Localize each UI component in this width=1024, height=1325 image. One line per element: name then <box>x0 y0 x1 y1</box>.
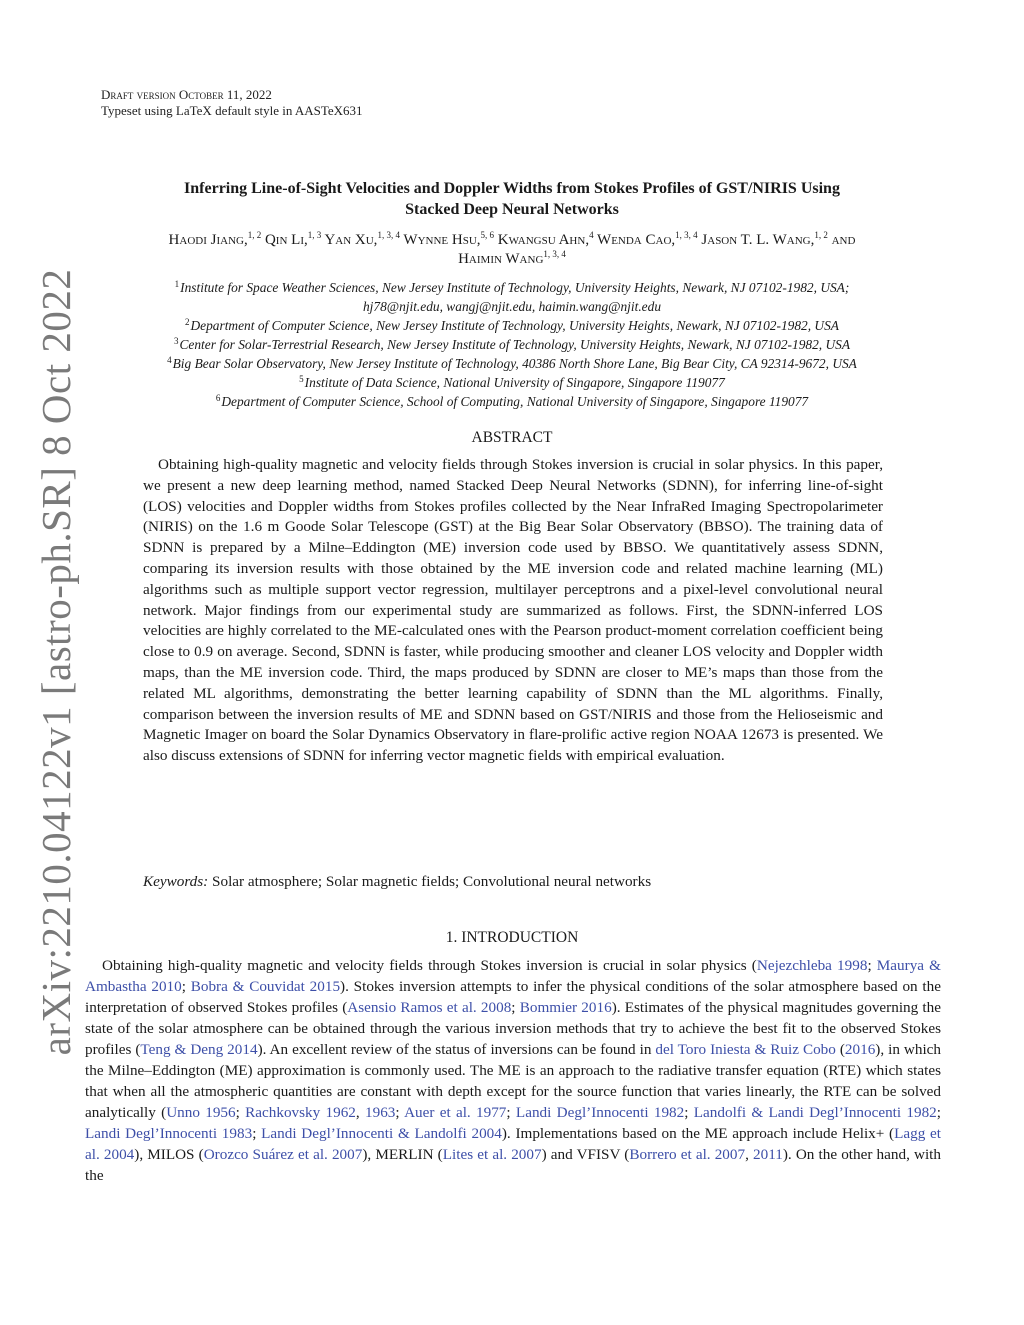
body-text: ), in which the Milne–Eddington (ME) approximation is commonly used. The ME is an approach to the radiative transfer equation (RTE) which states that when all the atmospheric quantities are constant with depth except for the source function that varies linearly, the RTE can be solved analytically ( <box>85 1041 941 1121</box>
affiliation-number: 2 <box>185 317 190 327</box>
abstract-text: Obtaining high-quality magnetic and velocity fields through Stokes inversion is crucial in solar physics. In this paper, we present a new deep learning method, named Stacked Deep Neural Networks (SDNN), for inferring line-of-sight (LOS) velocities and Doppler widths from Stokes profiles collected by the Near InfraRed Imaging Spectropolarimeter (NIRIS) on the 1.6 m Goode Solar Telescope (GST) at the Big Bear Solar Observatory (BBSO). The training data of SDNN is prepared by a Milne–Eddington (ME) inversion code used by BBSO. We quantitatively assess SDNN, comparing its inversion results with those obtained by the ME inversion code and related machine learning (ML) algorithms such as multiple support vector regression, multilayer perceptrons and a pixel-level convolutional neural network. Major findings from our experimental study are summarized as follows. First, the SDNN-inferred LOS velocities are highly correlated to the ME-calculated ones with the Pearson product-moment correlation coefficient being close to 0.9 on average. Second, SDNN is faster, while producing smoother and cleaner LOS velocity and Doppler width maps, than the ME inversion code. Third, the maps produced by SDNN are closer to ME’s maps than those from the related ML algorithms, demonstrating the better learning capability of SDNN than the ML algorithms. Finally, comparison between the inversion results of ME and SDNN based on GST/NIRIS and those from the Helioseismic and Magnetic Imager on board the Solar Dynamics Observatory in flare-prolific active region NOAA 12673 is presented. We also discuss extensions of SDNN for inferring vector magnetic fields with empirical evaluation. <box>143 456 883 765</box>
title-line-2: Stacked Deep Neural Networks <box>405 201 619 218</box>
citation-link[interactable]: Unno 1956 <box>166 1104 236 1121</box>
body-text: ; <box>936 1104 942 1121</box>
author-name: Kwangsu Ahn, <box>497 232 590 248</box>
abstract-heading: ABSTRACT <box>471 429 553 446</box>
author-affiliation-marker: 1, 3 <box>307 230 322 240</box>
affiliation-text: Center for Solar-Terrestrial Research, New Jersey Institute of Technology, University Heights, Newark, NJ 07102-1982, USA <box>179 337 851 352</box>
affiliation-line <box>90 392 934 411</box>
citation-link[interactable]: Bommier 2016 <box>519 999 612 1016</box>
citation-link[interactable]: Borrero et al. 2007 <box>629 1146 746 1163</box>
citation-link[interactable]: Landi Degl’Innocenti 1982 <box>515 1104 685 1121</box>
draft-version: Draft version October 11, 2022 <box>101 87 272 102</box>
section-heading-introduction: 1. INTRODUCTION <box>445 929 579 946</box>
citation-link[interactable]: Rachkovsky 1962 <box>245 1104 356 1121</box>
body-text: ; <box>395 1104 405 1121</box>
author-name: Wynne Hsu, <box>403 232 481 248</box>
citation-link[interactable]: del Toro Iniesta & Ruiz Cobo <box>655 1041 836 1058</box>
author-affiliation-marker: 1, 3, 4 <box>543 249 566 259</box>
body-text: ). An excellent review of the status of inversions can be found in <box>257 1041 656 1058</box>
body-text: , <box>745 1146 754 1163</box>
keywords <box>143 873 883 891</box>
affiliation-number: 4 <box>167 355 172 365</box>
citation-link[interactable]: Landi Degl’Innocenti 1983 <box>85 1125 253 1142</box>
body-text: ), MERLIN ( <box>362 1146 443 1163</box>
author-affiliation-marker: 1, 2 <box>814 230 828 240</box>
citation-link[interactable]: Teng & Deng 2014 <box>140 1041 258 1058</box>
citation-link[interactable]: Nejezchleba 1998 <box>756 957 868 974</box>
citation-link[interactable]: Landolfi & Landi Degl’Innocenti 1982 <box>693 1104 937 1121</box>
page-header <box>101 87 363 119</box>
author-name: Haodi Jiang, <box>168 232 248 248</box>
affiliation-line <box>90 354 934 373</box>
citation-link[interactable]: Auer et al. 1977 <box>404 1104 507 1121</box>
typeset-note: Typeset using LaTeX default style in AASTeX631 <box>101 103 363 118</box>
body-text: ). On the other hand, with the <box>85 1146 941 1184</box>
citation-link[interactable]: Orozco Suárez et al. 2007 <box>203 1146 363 1163</box>
affiliation-number: 5 <box>299 374 304 384</box>
body-text: Obtaining high-quality magnetic and velocity fields through Stokes inversion is crucial in solar physics ( <box>102 957 757 974</box>
author-list <box>88 231 936 269</box>
author-affiliation-marker: 1, 3, 4 <box>675 230 698 240</box>
affiliation-text: Institute of Data Science, National University of Singapore, Singapore 119077 <box>304 375 725 390</box>
body-text: ; <box>506 1104 516 1121</box>
affiliation-line <box>90 297 934 316</box>
keywords-label: Keywords: <box>143 873 209 890</box>
citation-link[interactable]: Bobra & Couvidat 2015 <box>190 978 341 995</box>
affiliation-text: Department of Computer Science, New Jersey Institute of Technology, University Heights, Newark, NJ 07102-1982, USA <box>190 318 839 333</box>
keywords-text: Solar atmosphere; Solar magnetic fields; Convolutional neural networks <box>208 873 652 890</box>
body-text: ), MILOS ( <box>134 1146 204 1163</box>
author-affiliation-marker: 4 <box>589 230 594 240</box>
citation-link[interactable]: Lites et al. 2007 <box>442 1146 542 1163</box>
affiliation-text: hj78@njit.edu, wangj@njit.edu, haimin.wang@njit.edu <box>362 299 662 314</box>
author-name: Yan Xu, <box>324 232 378 248</box>
affiliation-number: 3 <box>173 336 179 346</box>
body-text: ; <box>252 1125 262 1142</box>
citation-link[interactable]: 2011 <box>753 1146 783 1163</box>
author-name: and <box>831 232 856 248</box>
body-text: ; <box>867 957 877 974</box>
body-text: ; <box>235 1104 246 1121</box>
affiliation-text: Institute for Space Weather Sciences, New Jersey Institute of Technology, University Heights, Newark, NJ 07102-1982, USA; <box>180 280 850 295</box>
affiliation-line <box>90 335 934 354</box>
author-name: Haimin Wang <box>458 251 544 267</box>
introduction-text <box>85 955 941 1186</box>
body-text: ; <box>684 1104 694 1121</box>
body-text: , <box>355 1104 365 1121</box>
affiliation-line <box>90 278 934 297</box>
paper-title <box>100 178 924 220</box>
affiliation-list <box>90 278 934 411</box>
citation-link[interactable]: Asensio Ramos et al. 2008 <box>347 999 512 1016</box>
body-text: ) and VFISV ( <box>541 1146 630 1163</box>
affiliation-line <box>90 316 934 335</box>
author-affiliation-marker: 1, 3, 4 <box>377 230 400 240</box>
author-name: Jason T. L. Wang, <box>701 232 815 248</box>
body-text: ). Stokes inversion attempts to infer the physical conditions of the solar atmosphere based on the interpretation of observed Stokes profiles ( <box>85 978 941 1016</box>
author-affiliation-marker: 5, 6 <box>480 230 495 240</box>
author-name: Qin Li, <box>264 232 308 248</box>
body-text: ; <box>181 978 191 995</box>
affiliation-line <box>90 373 934 392</box>
citation-link[interactable]: Lagg et al. 2004 <box>85 1125 942 1163</box>
affiliation-number: 1 <box>174 279 180 289</box>
citation-link[interactable]: Maurya & Ambastha 2010 <box>85 957 941 995</box>
author-name: Wenda Cao, <box>597 232 676 248</box>
citation-link[interactable]: 1963 <box>365 1104 396 1121</box>
author-affiliation-marker: 1, 2 <box>247 230 262 240</box>
citation-link[interactable]: 2016 <box>844 1041 876 1058</box>
body-text: ; <box>511 999 520 1016</box>
affiliation-text: Department of Computer Science, School of Computing, National University of Singapore, Singapore 119077 <box>221 394 809 409</box>
title-line-1: Inferring Line-of-Sight Velocities and Doppler Widths from Stokes Profiles of GST/NIRIS Using <box>184 180 840 197</box>
affiliation-text: Big Bear Solar Observatory, New Jersey Institute of Technology, 40386 North Shore Lane, Big Bear City, CA 92314-9672, USA <box>172 356 857 371</box>
citation-link[interactable]: Landi Degl’Innocenti & Landolfi 2004 <box>261 1125 502 1142</box>
body-text: ). Implementations based on the ME approach include Helix+ ( <box>501 1125 895 1142</box>
body-text: ). Estimates of the physical magnitudes governing the state of the solar atmosphere can be obtained through the various inversion methods that try to achieve the best fit to the observed Stokes profiles ( <box>85 999 941 1058</box>
body-text: ( <box>835 1041 845 1058</box>
affiliation-number: 6 <box>215 393 221 403</box>
arxiv-identifier-stamp: arXiv:2210.04122v1 [astro-ph.SR] 8 Oct 2022 <box>33 268 79 1056</box>
